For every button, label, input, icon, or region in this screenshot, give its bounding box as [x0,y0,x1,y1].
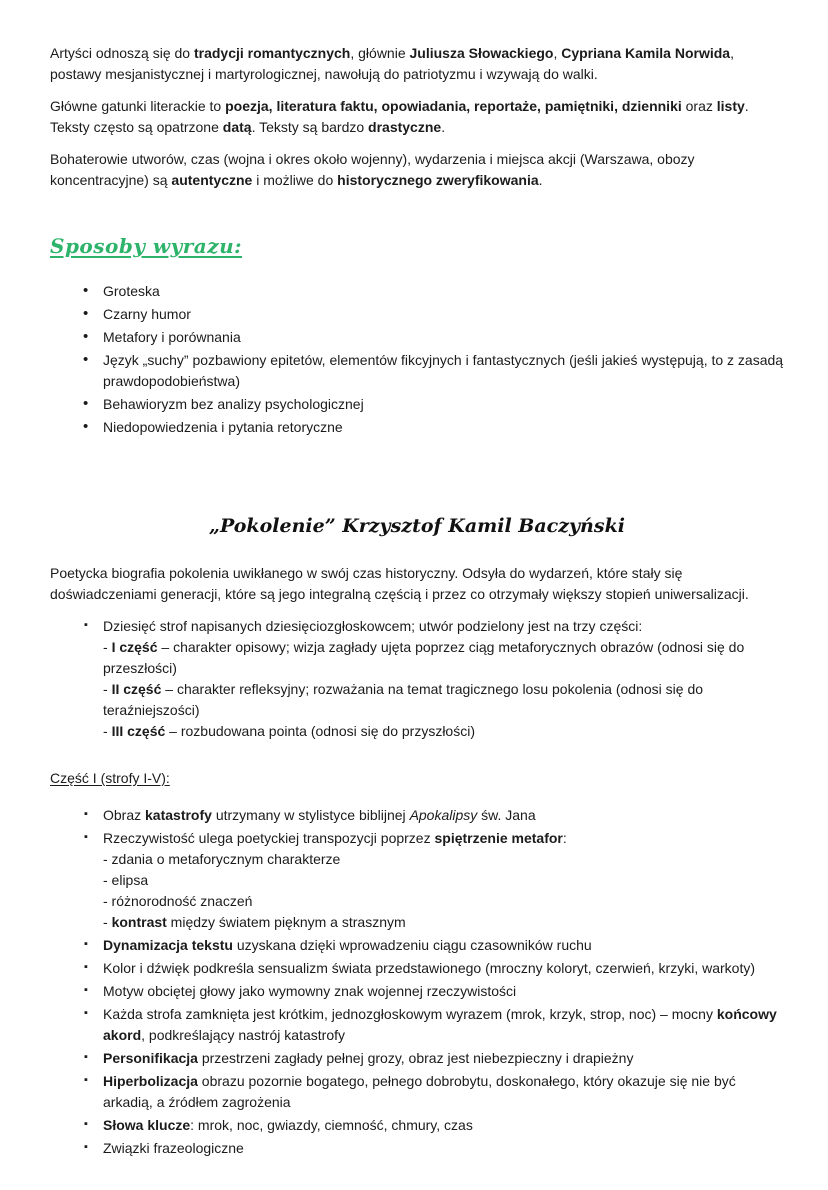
text-line: ▪ Dziesięć strof napisanych dziesięciozgłoskowcem; utwór podzielony jest na trzy części: [103,617,643,634]
paragraph-literary-genres: Główne gatunki literackie to poezja, literatura faktu, opowiadania, reportaże, pamiętniki, dzienniki oraz listy. Teksty często są opatrzone datą. Teksty są bardzo drastyczne. [50,98,749,135]
list-item: • Niedopowiedzenia i pytania retoryczne [50,417,784,438]
list-item: ▪ Personifikacja przestrzeni zagłady pełnej grozy, obraz jest niebezpieczny i drapieżny [50,1048,784,1069]
list-item: ▪ Dynamizacja tekstu uzyskana dzięki wprowadzeniu ciągu czasowników ruchu [50,935,784,956]
text-line: - różnorodność znaczeń [103,892,253,909]
heading-czesc-1: Część I (strofy I-V): [50,769,170,786]
list-item [50,828,784,933]
pokolenie-structure-list [50,616,784,742]
text-line: ▪ Rzeczywistość ulega poetyckiej transpozycji poprzez spiętrzenie metafor: [103,829,567,846]
list-item: • Metafory i porównania [50,327,784,348]
heading-pokolenie-title: „Pokolenie” Krzysztof Kamil Baczyński [209,515,625,537]
list-item: ▪ Kolor i dźwięk podkreśla sensualizm świata przedstawionego (mroczny koloryt, czerwień, krzyki, warkoty) [50,958,784,979]
list-item [50,616,784,742]
heading-sposoby-wyrazu: Sposoby wyrazu: [50,234,243,258]
list-item: ▪ Hiperbolizacja obrazu pozornie bogatego, pełnego dobrobytu, doskonałego, który okazuje się nie być arkadią, a źródłem zagrożenia [50,1071,784,1113]
list-item: ▪ Związki frazeologiczne [50,1138,784,1159]
paragraph-romantic-tradition: Artyści odnoszą się do tradycji romantycznych, głównie Juliusza Słowackiego, Cypriana Kamila Norwida, postawy mesjanistycznej i martyrologicznej, nawołują do patriotyzmu i wzywają do walki. [50,45,734,82]
paragraph-pokolenie-intro: Poetycka biografia pokolenia uwikłanego w swój czas historyczny. Odsyła do wydarzeń, które stały się doświadczeniami generacji, które są jego integralną częścią i przez co otrzymały większy stopień uniwersalizacji. [50,564,749,602]
list-item: ▪ Każda strofa zamknięta jest krótkim, jednozgłoskowym wyrazem (mrok, krzyk, strop, noc) – mocny końcowy akord, podkreślający nastrój katastrofy [50,1004,784,1046]
list-item: ▪ Obraz katastrofy utrzymany w stylistyce biblijnej Apokalipsy św. Jana [50,805,784,826]
text-line: - III część – rozbudowana pointa (odnosi się do przyszłości) [103,722,475,739]
list-item: • Język „suchy” pozbawiony epitetów, elementów fikcyjnych i fantastycznych (jeśli jakieś występują, to z zasadą prawdopodobieństwa) [50,350,784,392]
list-item: ▪ Motyw obciętej głowy jako wymowny znak wojennej rzeczywistości [50,981,784,1002]
text-line: - kontrast między światem pięknym a strasznym [103,913,406,930]
text-line: - II część – charakter refleksyjny; rozważania na temat tragicznego losu pokolenia (odnosi się do teraźniejszości) [103,680,704,718]
list-item: ▪ Słowa klucze: mrok, noc, gwiazdy, ciemność, chmury, czas [50,1115,784,1136]
text-line: - zdania o metaforycznym charakterze [103,850,341,867]
list-item: • Behawioryzm bez analizy psychologicznej [50,394,784,415]
list-item: • Czarny humor [50,304,784,325]
text-line: - I część – charakter opisowy; wizja zagłady ujęta poprzez ciąg metaforycznych obrazów (odnosi się do przeszłości) [103,638,745,676]
paragraph-authenticity: Bohaterowie utworów, czas (wojna i okres około wojenny), wydarzenia i miejsca akcji (Warszawa, obozy koncentracyjne) są autentyczne i możliwe do historycznego zweryfikowania. [50,151,695,188]
text-line: - elipsa [103,871,149,888]
list-item: • Groteska [50,281,784,302]
sposoby-wyrazu-list [50,281,784,438]
czesc-1-list [50,805,784,1159]
